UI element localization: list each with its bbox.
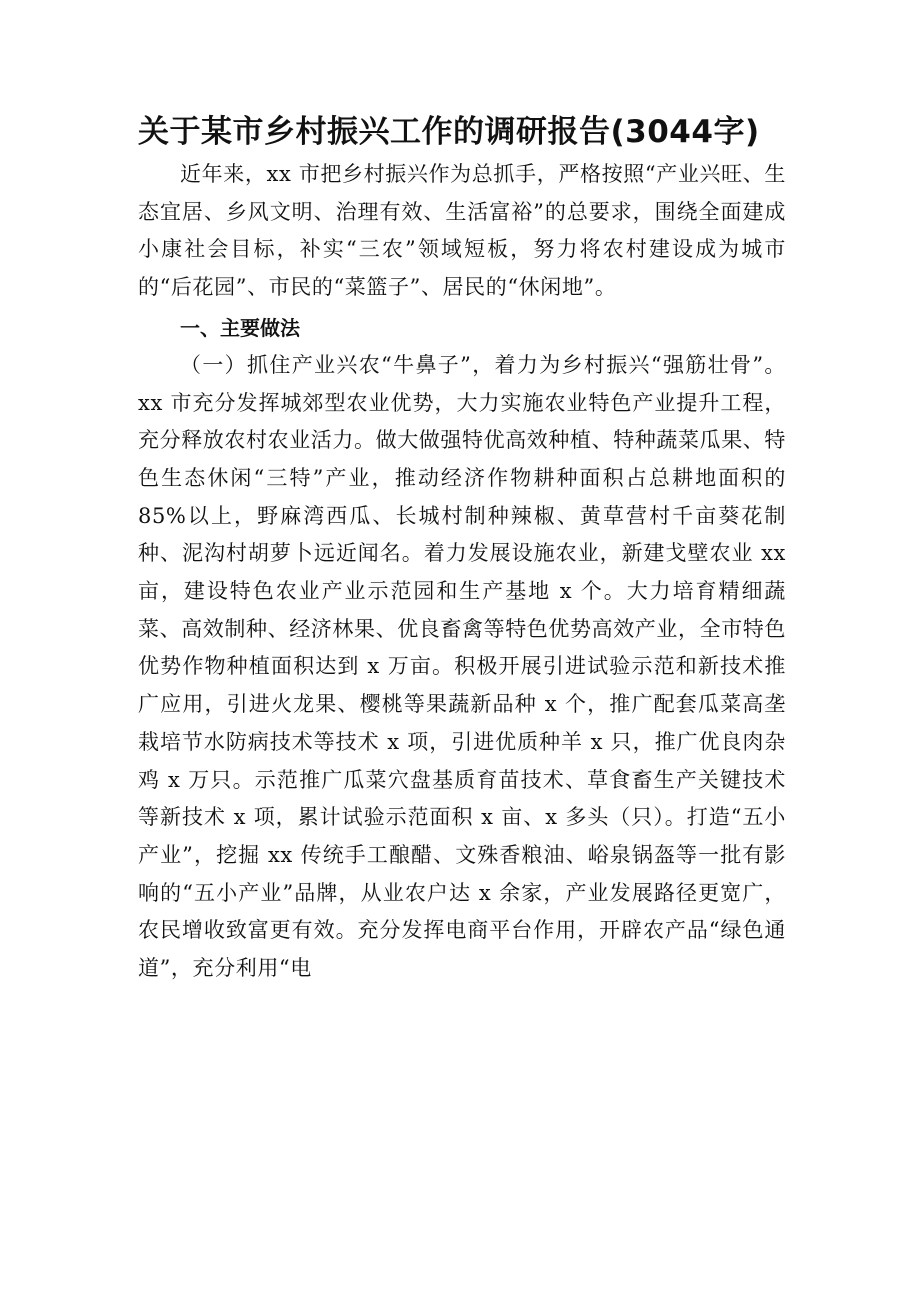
intro-paragraph: 近年来，xx 市把乡村振兴作为总抓手，严格按照“产业兴旺、生态宜居、乡风文明、治理有效、生活富裕”的总要求，围绕全面建成小康社会目标，补实“三农”领域短板，努力将农村建设成为城市的“后花园”、市民的“菜篮子”、居民的“休闲地”。 [138,162,786,300]
body-paragraph: （一）抓住产业兴农“牛鼻子”，着力为乡村振兴“强筋壮骨”。xx 市充分发挥城郊型农业优势，大力实施农业特色产业提升工程，充分释放农村农业活力。做大做强特优高效种植、特种蔬菜瓜果、特色生态休闲“三特”产业，推动经济作物耕种面积占总耕地面积的 85%以上，野麻湾西瓜、长城村制种辣椒、黄草营村千亩葵花制种、泥沟村胡萝卜远近闻名。着力发展设施农业，新建戈壁农业 xx 亩，建设特色农业产业示范园和生产基地 x 个。大力培育精细蔬菜、高效制种、经济林果、优良畜禽等特色优势高效产业，全市特色优势作物种植面积达到 x 万亩。积极开展引进试验示范和新技术推广应用，引进火龙果、樱桃等果蔬新品种 x 个，推广配套瓜菜高垄栽培节水防病技术等技术 x 项，引进优质种羊 x 只，推广优良肉杂鸡 x 万只。示范推广瓜菜穴盘基质育苗技术、草食畜生产关键技术等新技术 x 项，累计试验示范面积 x 亩、x 多头（只）。打造“五小产业”，挖掘 xx 传统手工酿醋、文殊香粮油、峪泉锅盔等一批有影响的“五小产业”品牌，从业农户达 x 余家，产业发展路径更宽广，农民增收致富更有效。充分发挥电商平台作用，开辟农产品“绿色通道”，充分利用“电 [138,352,786,981]
document-page [138,108,786,988]
section-heading: 一、主要做法 [180,315,300,340]
document-title: 关于某市乡村振兴工作的调研报告(3044字) [138,114,760,150]
